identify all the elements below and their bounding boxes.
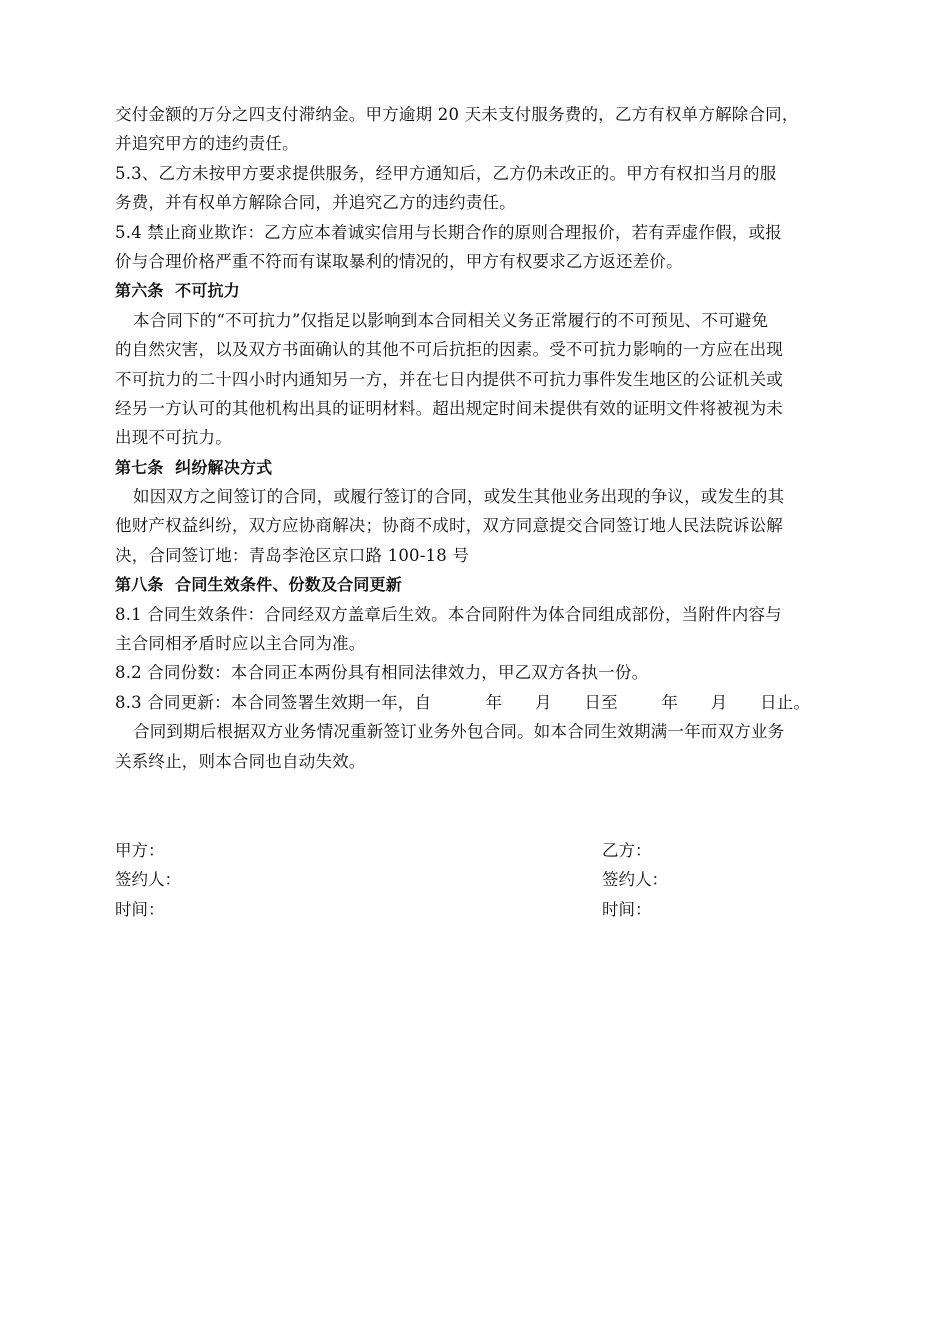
paragraph-line: 决，合同签订地：青岛李沧区京口路 100-18 号 — [115, 545, 470, 565]
party-a-date-label: 时间： — [115, 899, 165, 919]
party-a-label: 甲方： — [115, 840, 165, 860]
paragraph-line: 价与合理价格严重不符而有谋取暴利的情况的，甲方有权要求乙方返还差价。 — [115, 251, 683, 271]
paragraph-line: 8.2 合同份数：本合同正本两份具有相同法律效力，甲乙双方各执一份。 — [115, 663, 649, 683]
paragraph-line: 5.3、乙方未按甲方要求提供服务，经甲方通知后，乙方仍未改正的。甲方有权扣当月的服 — [115, 163, 777, 183]
party-b-signatory-label: 签约人： — [602, 870, 668, 890]
party-a-signatory-label: 签约人： — [115, 870, 181, 890]
section-heading: 第八条 合同生效条件、份数及合同更新 — [115, 575, 402, 595]
paragraph-line: 经另一方认可的其他机构出具的证明材料。超出规定时间未提供有效的证明文件将被视为未 — [115, 398, 783, 418]
contract-page — [115, 100, 887, 924]
paragraph-line: 8.3 合同更新：本合同签署生效期一年，自 年 月 日至 年 月 日止。 — [115, 692, 811, 712]
paragraph-line: 不可抗力的二十四小时内通知另一方，并在七日内提供不可抗力事件发生地区的公证机关或 — [115, 369, 783, 389]
paragraph-line: 5.4 禁止商业欺诈：乙方应本着诚实信用与长期合作的原则合理报价，若有弄虚作假，或报 — [115, 222, 782, 242]
paragraph-line: 的自然灾害，以及双方书面确认的其他不可后抗拒的因素。受不可抗力影响的一方应在出现 — [115, 340, 783, 360]
contract-body — [115, 100, 887, 776]
signature-block — [115, 836, 887, 924]
paragraph-line: 出现不可抗力。 — [115, 428, 232, 448]
party-b-label: 乙方： — [602, 840, 652, 860]
paragraph-line: 交付金额的万分之四支付滞纳金。甲方逾期 20 天未支付服务费的，乙方有权单方解除合同， — [115, 105, 799, 124]
paragraph-line: 他财产权益纠纷，双方应协商解决；协商不成时，双方同意提交合同签订地人民法院诉讼解 — [115, 516, 783, 536]
signature-row-date — [115, 895, 887, 924]
signature-spacer — [115, 776, 887, 836]
section-heading: 第七条 纠纷解决方式 — [115, 457, 273, 477]
paragraph-line: 主合同相矛盾时应以主合同为准。 — [115, 634, 366, 654]
party-b-date-label: 时间： — [602, 899, 652, 919]
paragraph-line: 务费，并有权单方解除合同，并追究乙方的违约责任。 — [115, 193, 516, 213]
paragraph-line: 关系终止，则本合同也自动失效。 — [115, 751, 366, 771]
section-heading: 第六条 不可抗力 — [115, 281, 240, 301]
signature-row-party — [115, 836, 887, 865]
paragraph-line: 本合同下的“不可抗力”仅指足以影响到本合同相关义务正常履行的不可预见、不可避免 — [133, 310, 769, 330]
signature-row-signatory — [115, 865, 887, 894]
paragraph-line: 合同到期后根据双方业务情况重新签订业务外包合同。如本合同生效期满一年而双方业务 — [133, 722, 785, 742]
paragraph-line: 8.1 合同生效条件：合同经双方盖章后生效。本合同附件为体合同组成部份，当附件内容与 — [115, 604, 782, 624]
paragraph-line: 如因双方之间签订的合同，或履行签订的合同，或发生其他业务出现的争议，或发生的其 — [133, 487, 785, 507]
paragraph-line: 并追究甲方的违约责任。 — [115, 134, 299, 154]
